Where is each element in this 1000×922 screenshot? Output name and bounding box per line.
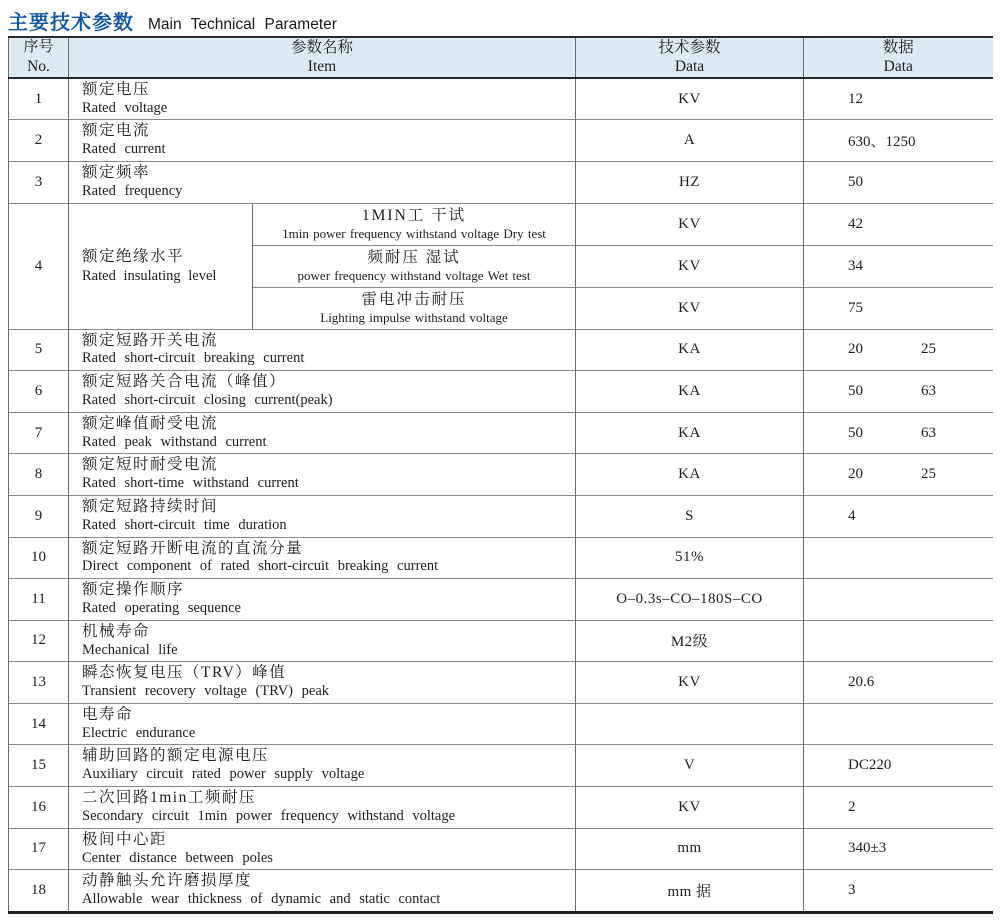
- value-cell: [804, 870, 993, 913]
- item-text-en: Rated peak withstand current: [82, 433, 267, 450]
- table-row: [9, 120, 993, 162]
- item-text-en: Lighting impulse withstand voltage: [320, 309, 508, 325]
- row-number-cell: 2: [9, 120, 69, 162]
- item-text-zh: 机械寿命: [82, 622, 151, 640]
- item-cell: [69, 329, 576, 371]
- item-cell: [69, 870, 576, 913]
- item-text-zh: 额定电流: [82, 122, 151, 140]
- item-cell: [69, 412, 576, 454]
- item-text-en: Mechanical life: [82, 641, 178, 658]
- row-number-cell: 15: [9, 745, 69, 787]
- unit-cell: KV: [576, 662, 804, 704]
- value-text: 50: [848, 424, 864, 441]
- unit-cell: KV: [576, 245, 804, 287]
- row-number-cell: 1: [9, 78, 69, 120]
- value-cell: [804, 579, 993, 621]
- unit-cell: KV: [576, 78, 804, 120]
- item-text-zh: 额定峰值耐受电流: [82, 414, 219, 432]
- value-text: 340±3: [848, 840, 887, 857]
- value-text: 50: [848, 173, 864, 190]
- value-text: DC220: [848, 757, 892, 774]
- table-row: [9, 371, 993, 413]
- unit-cell: [576, 703, 804, 745]
- item-text-zh: 雷电冲击耐压: [361, 291, 467, 309]
- unit-cell: HZ: [576, 161, 804, 203]
- header-item-zh: 参数名称: [291, 39, 354, 56]
- value-cell: [804, 245, 993, 287]
- table-header: [9, 37, 993, 78]
- table-row: [9, 620, 993, 662]
- sub-item-cell: [253, 245, 576, 287]
- unit-cell: KV: [576, 287, 804, 329]
- table-row: [9, 203, 993, 245]
- header-unit-zh: 技术参数: [658, 39, 721, 56]
- page-title-zh: 主要技术参数: [8, 12, 134, 34]
- value-text: 50: [848, 382, 864, 399]
- item-text-zh: 额定短路持续时间: [82, 497, 219, 515]
- item-text-zh: 频耐压 湿试: [367, 249, 461, 267]
- value-cell: [804, 371, 993, 413]
- unit-cell: KA: [576, 454, 804, 496]
- unit-cell: mm: [576, 828, 804, 870]
- item-cell: [69, 537, 576, 579]
- header-value-cell: [804, 37, 993, 78]
- value-text: 20: [848, 341, 864, 358]
- row-number-cell: 7: [9, 412, 69, 454]
- item-text-zh: 额定操作顺序: [82, 581, 185, 599]
- item-text-en: Rated short-circuit closing current(peak): [82, 392, 333, 409]
- value-cell: [804, 495, 993, 537]
- table-row: [9, 329, 993, 371]
- item-cell: [69, 579, 576, 621]
- item-text-zh: 1MIN工 干试: [361, 207, 467, 225]
- header-row: [9, 37, 993, 78]
- item-text-en: 1min power frequency withstand voltage Dry test: [282, 225, 546, 241]
- page-title-en: Main Technical Parameter: [148, 16, 337, 33]
- header-value-en: Data: [883, 58, 913, 76]
- unit-cell: KA: [576, 329, 804, 371]
- value-text: 3: [848, 882, 856, 899]
- table-body: [9, 78, 993, 913]
- value-cell: [804, 287, 993, 329]
- item-text-zh: 电寿命: [82, 705, 134, 723]
- row-number-cell: 12: [9, 620, 69, 662]
- header-unit-en: Data: [674, 58, 705, 76]
- item-cell: [69, 120, 576, 162]
- table-row: [9, 412, 993, 454]
- item-text-zh: 额定频率: [82, 163, 151, 181]
- item-text-zh: 二次回路1min工频耐压: [82, 789, 256, 807]
- value-text: 34: [848, 257, 864, 274]
- item-text-en: Direct component of rated short-circuit breaking current: [82, 558, 439, 575]
- value-cell: [804, 78, 993, 120]
- item-cell: [69, 703, 576, 745]
- value-text: 63: [921, 382, 937, 399]
- item-cell: [69, 161, 576, 203]
- header-item-en: Item: [307, 58, 337, 76]
- table-row: [9, 703, 993, 745]
- value-text: 42: [848, 215, 864, 232]
- item-text-en: Rated insulating level: [82, 267, 217, 284]
- unit-cell: mm 据: [576, 870, 804, 913]
- unit-cell: KV: [576, 787, 804, 829]
- value-cell: [804, 787, 993, 829]
- value-cell: [804, 745, 993, 787]
- item-cell: [69, 745, 576, 787]
- item-text-en: Rated voltage: [82, 99, 168, 116]
- row-number-cell: 14: [9, 703, 69, 745]
- header-item-cell: [69, 37, 576, 78]
- item-text-zh: 额定短路开关电流: [82, 331, 219, 349]
- unit-cell: V: [576, 745, 804, 787]
- value-text: 4: [848, 507, 856, 524]
- unit-cell: A: [576, 120, 804, 162]
- row-number-cell: 9: [9, 495, 69, 537]
- item-text-zh: 额定短路关合电流（峰值）: [82, 373, 287, 391]
- table-row: [9, 787, 993, 829]
- row-number-cell: 16: [9, 787, 69, 829]
- unit-cell: M2级: [576, 620, 804, 662]
- item-cell: [69, 454, 576, 496]
- row-number-cell: 6: [9, 371, 69, 413]
- value-text: 630、1250: [848, 134, 916, 151]
- value-text: 2: [848, 798, 856, 815]
- row-number-cell: 8: [9, 454, 69, 496]
- unit-cell: KA: [576, 371, 804, 413]
- value-cell: [804, 537, 993, 579]
- table-row: [9, 579, 993, 621]
- row-number-cell: 4: [9, 203, 69, 329]
- value-cell: [804, 329, 993, 371]
- row-number-cell: 11: [9, 579, 69, 621]
- table-row: [9, 745, 993, 787]
- item-text-en: Electric endurance: [82, 724, 196, 741]
- unit-cell: S: [576, 495, 804, 537]
- unit-cell: KV: [576, 203, 804, 245]
- item-cell: [69, 495, 576, 537]
- unit-cell: O–0.3s–CO–180S–CO: [576, 579, 804, 621]
- item-text-en: Rated short-time withstand current: [82, 475, 299, 492]
- table-row: [9, 495, 993, 537]
- header-unit-cell: [576, 37, 804, 78]
- header-value-zh: 数据: [882, 39, 914, 56]
- row-number-cell: 5: [9, 329, 69, 371]
- row-number-cell: 13: [9, 662, 69, 704]
- row-number-cell: 10: [9, 537, 69, 579]
- item-cell: [69, 371, 576, 413]
- value-cell: [804, 120, 993, 162]
- table-row: [9, 828, 993, 870]
- item-text-zh: 辅助回路的额定电源电压: [82, 747, 270, 765]
- item-text-zh: 额定电压: [82, 80, 151, 98]
- value-cell: [804, 412, 993, 454]
- value-text: 20.6: [848, 674, 875, 691]
- value-cell: [804, 454, 993, 496]
- item-text-zh: 瞬态恢复电压（TRV）峰值: [82, 664, 287, 682]
- item-text-en: Rated current: [82, 141, 166, 158]
- value-text: 63: [921, 424, 937, 441]
- value-cell: [804, 620, 993, 662]
- technical-parameters-table: [8, 36, 993, 914]
- row-number-cell: 3: [9, 161, 69, 203]
- sub-item-cell: [253, 287, 576, 329]
- value-text: 12: [848, 90, 864, 107]
- item-text-en: power frequency withstand voltage Wet test: [297, 267, 531, 283]
- page-title: [0, 0, 1000, 36]
- sub-item-cell: [253, 203, 576, 245]
- table-row: [9, 537, 993, 579]
- header-no-cell: [9, 37, 69, 78]
- value-text: 25: [921, 341, 937, 358]
- value-cell: [804, 662, 993, 704]
- item-text-zh: 额定短时耐受电流: [82, 456, 219, 474]
- item-cell: [69, 620, 576, 662]
- item-cell: [69, 828, 576, 870]
- table-row: [9, 161, 993, 203]
- item-text-en: Rated short-circuit breaking current: [82, 350, 305, 367]
- item-cell: [69, 787, 576, 829]
- item-text-en: Rated operating sequence: [82, 600, 241, 616]
- item-text-en: Secondary circuit 1min power frequency withstand voltage: [82, 807, 456, 824]
- value-text: 20: [848, 466, 864, 483]
- header-no-en: No.: [27, 58, 50, 76]
- row-number-cell: 17: [9, 828, 69, 870]
- table-row: [9, 662, 993, 704]
- item-text-zh: 额定短路开断电流的直流分量: [82, 539, 304, 557]
- item-text-en: Transient recovery voltage (TRV) peak: [82, 683, 330, 700]
- item-text-en: Rated short-circuit time duration: [82, 516, 287, 533]
- value-text: 25: [921, 466, 937, 483]
- value-cell: [804, 828, 993, 870]
- item-cell: [69, 78, 576, 120]
- value-cell: [804, 161, 993, 203]
- value-cell: [804, 703, 993, 745]
- item-text-en: Auxiliary circuit rated power supply voltage: [82, 766, 365, 783]
- item-text-zh: 额定绝缘水平: [82, 248, 185, 266]
- item-cell: [69, 662, 576, 704]
- item-text-zh: 动静触头允许磨损厚度: [82, 872, 253, 890]
- value-cell: [804, 203, 993, 245]
- item-text-en: Allowable wear thickness of dynamic and static contact: [82, 891, 441, 908]
- item-text-en: Rated frequency: [82, 182, 183, 199]
- table-row: [9, 78, 993, 120]
- item-text-zh: 极间中心距: [82, 830, 168, 848]
- value-text: 75: [848, 299, 864, 316]
- table-row: [9, 870, 993, 913]
- unit-cell: 51%: [576, 537, 804, 579]
- row-number-cell: 18: [9, 870, 69, 913]
- header-no-zh: 序号: [23, 39, 54, 56]
- unit-cell: KA: [576, 412, 804, 454]
- table-row: [9, 454, 993, 496]
- item-text-en: Center distance between poles: [82, 849, 273, 866]
- item-group-cell: [69, 203, 253, 329]
